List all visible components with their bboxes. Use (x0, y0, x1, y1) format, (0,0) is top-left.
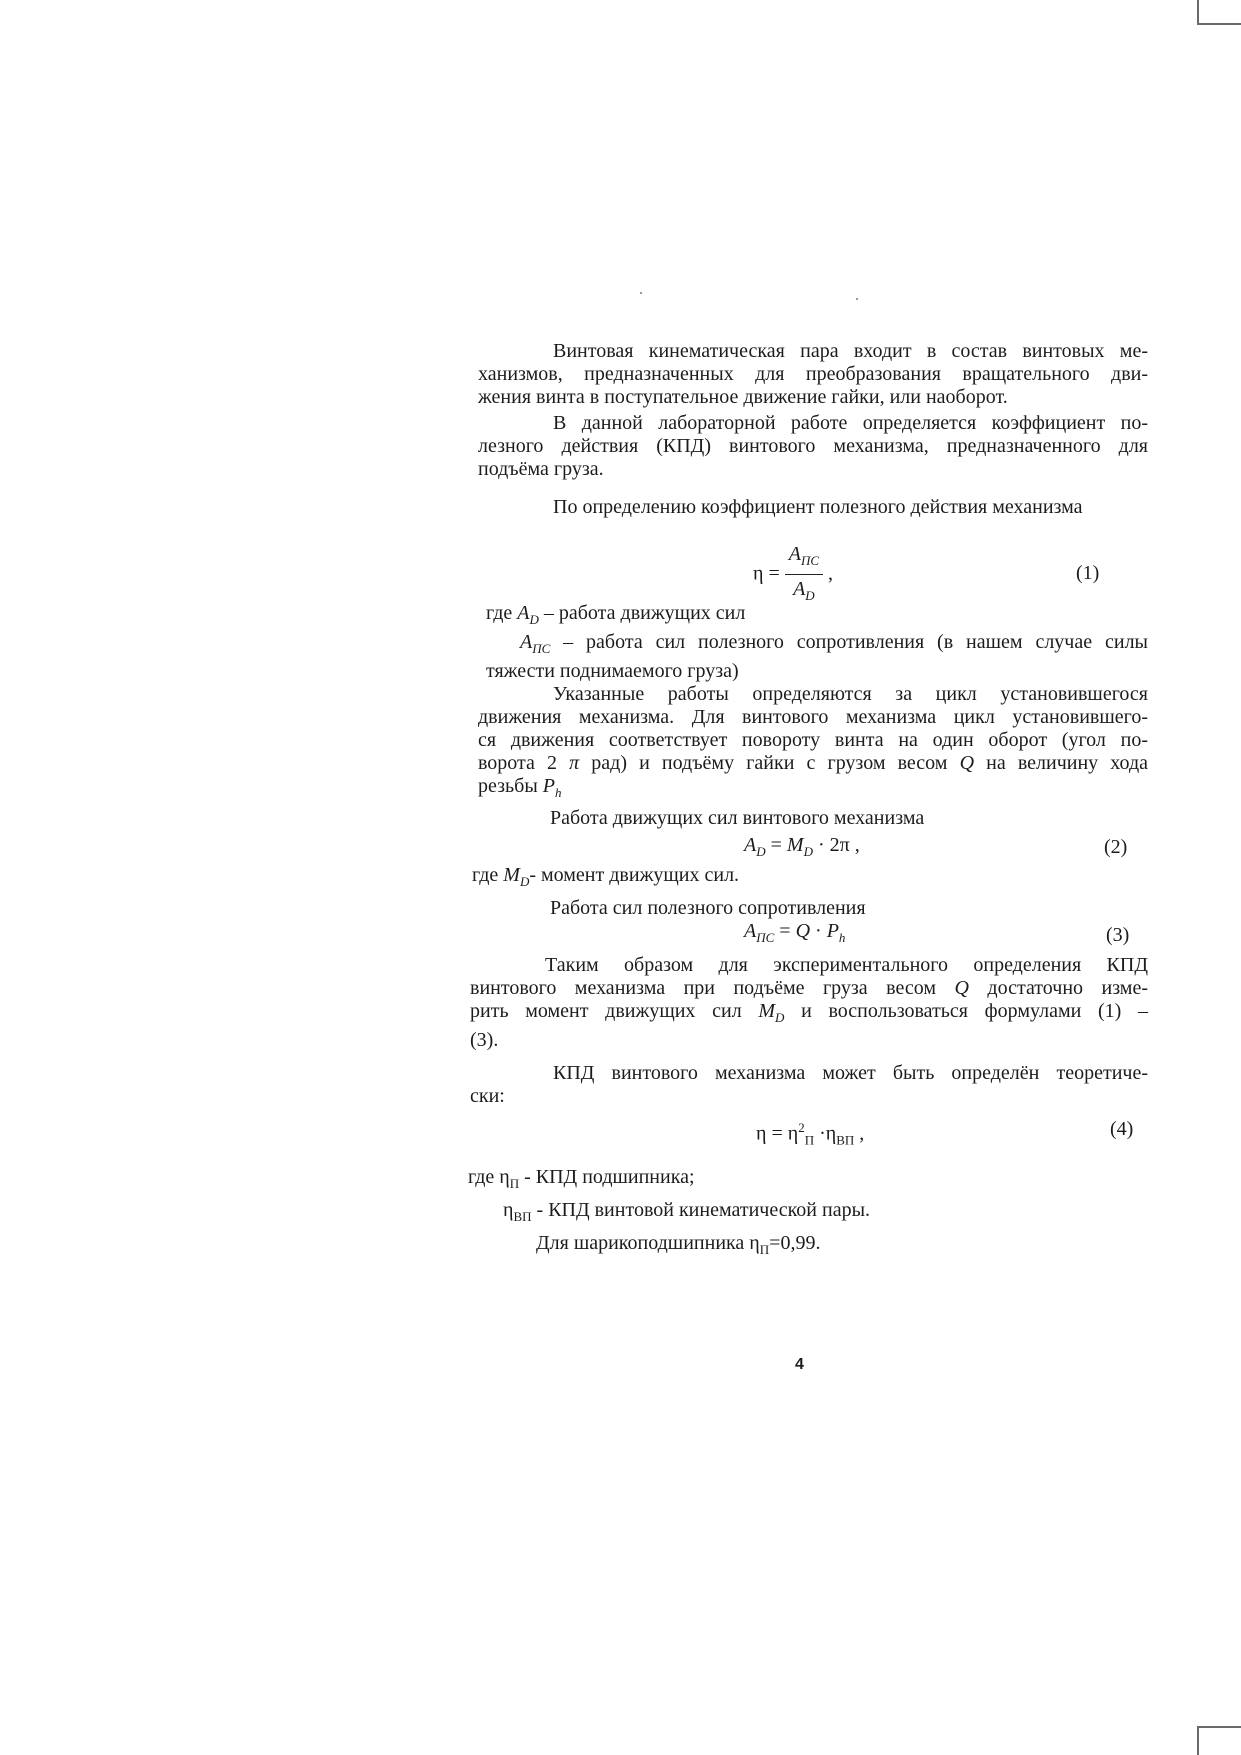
text-line: $A_{ПС}$ – работа сил полезного сопротивления (в нашем случае силы (520, 631, 1148, 656)
equation-number-4: (4) (1110, 1118, 1134, 1140)
scan-speck (856, 298, 858, 300)
text-line: винтового механизма при подъёме груза весом Q достаточно изме- (470, 977, 1148, 999)
work-cycle-paragraph (478, 683, 1148, 804)
corner-mark-top-horizontal (1197, 23, 1241, 25)
text-line: движения механизма. Для винтового механизма цикл установившего- (478, 706, 1148, 728)
text-line: Таким образом для экспериментального определения КПД (545, 954, 1148, 976)
definition-paragraph (553, 496, 1153, 519)
intro-paragraph (478, 340, 1148, 409)
text-line: По определению коэффициент полезного действия механизма (553, 496, 1083, 518)
text-line: В данной лабораторной работе определяется коэффициент по- (553, 412, 1148, 434)
text-line: где $\eta_П$ - КПД подшипника; (468, 1166, 695, 1191)
equation-number-1: (1) (1076, 562, 1100, 584)
formula-2-legend: где $M_D-$ момент движущих сил. (472, 864, 740, 889)
corner-mark-bottom-vertical (1197, 1726, 1199, 1755)
text-line: $\eta_{ВП}$ - КПД винтовой кинематической пары. (503, 1199, 871, 1224)
formula-2: $A_D = M_D \cdot 2\pi$ , (744, 834, 860, 859)
theory-paragraph (470, 1062, 1148, 1108)
formula-1-tail: , (828, 562, 834, 585)
text-line: (3). (470, 1029, 499, 1051)
text-line: ворота 2 π рад) и подъёму гайки с грузом весом Q на величину хода (478, 752, 1148, 774)
text-line: подъёма груза. (478, 458, 604, 480)
formula-4: $\eta = \eta^2_П \cdot\eta_{ВП}$ , (756, 1120, 865, 1148)
formula-4-legend (468, 1164, 870, 1263)
formula-1-numerator: $A_{ПС}$ (785, 543, 823, 575)
corner-mark-bottom-horizontal (1197, 1726, 1241, 1728)
text-line: рить момент движущих сил $M_D$ и воспользоваться формулами (1) – (470, 1000, 1148, 1025)
formula-1-fraction (785, 543, 823, 607)
text-line: КПД винтового механизма может быть определён теоретиче- (553, 1062, 1148, 1084)
text-line: ханизмов, предназначенных для преобразования вращательного дви- (478, 363, 1148, 385)
equation-number-3: (3) (1106, 924, 1130, 946)
formula-1 (753, 543, 833, 607)
formula-1-legend (486, 602, 1148, 683)
formula-2-caption: Работа движущих сил винтового механизма (550, 807, 925, 829)
scan-speck (640, 292, 642, 294)
text-line: резьбы $P_h$ (478, 775, 562, 800)
page-number: 4 (795, 1356, 804, 1373)
text-line: тяжести поднимаемого груза) (486, 660, 739, 682)
formula-3: $A_{ПС} = Q \cdot P_h$ (744, 920, 846, 945)
lab-paragraph (478, 412, 1148, 481)
text-line: лезного действия (КПД) винтового механизма, предназначенного для (478, 435, 1148, 457)
text-line: Указанные работы определяются за цикл установившегося (553, 683, 1148, 705)
text-line: Винтовая кинематическая пара входит в состав винтовых ме- (553, 340, 1148, 362)
text-line: где $A_D$ – работа движущих сил (486, 602, 746, 627)
text-line: ся движения соответствует повороту винта на один оборот (угол по- (478, 729, 1148, 751)
equation-number-2: (2) (1104, 836, 1128, 858)
text-line: жения винта в поступательное движение гайки, или наоборот. (478, 386, 1008, 408)
formula-1-lhs: η = (753, 562, 780, 585)
text-line: ски: (470, 1085, 505, 1107)
formula-3-caption: Работа сил полезного сопротивления (550, 897, 866, 919)
formula-1-denominator: $A_D$ (793, 578, 815, 603)
text-line: Для шарикоподшипника $\eta_П=0,99$. (536, 1232, 821, 1257)
conclusion-paragraph (470, 954, 1148, 1052)
corner-mark-top-vertical (1197, 0, 1199, 24)
